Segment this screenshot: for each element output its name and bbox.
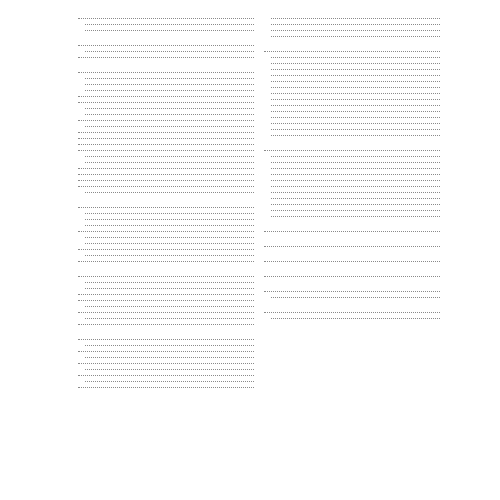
dot-leader [271, 53, 440, 58]
dot-leader [78, 290, 254, 295]
dot-leader [271, 200, 440, 205]
dot-leader [78, 272, 254, 277]
dot-leader [78, 371, 254, 376]
dot-leader [271, 14, 440, 19]
dot-leader [78, 176, 254, 181]
dot-leader [85, 353, 254, 358]
dot-leader [85, 122, 254, 127]
dot-leader [78, 41, 254, 46]
dot-leader [78, 347, 254, 352]
dot-leader [78, 320, 254, 325]
dot-leader [271, 212, 440, 217]
dot-leader [85, 365, 254, 370]
dot-leader [78, 296, 254, 301]
dot-leader [271, 182, 440, 187]
toc-entry [76, 188, 262, 194]
dot-leader [85, 152, 254, 157]
dot-leader [85, 302, 254, 307]
toc-left-column [76, 14, 262, 389]
dot-leader [85, 251, 254, 256]
dot-leader [85, 239, 254, 244]
toc-entry [262, 272, 448, 278]
dot-leader [271, 113, 440, 118]
dot-leader [85, 314, 254, 319]
toc-entry [262, 131, 448, 137]
dot-leader [271, 152, 440, 157]
toc-entry [76, 383, 262, 389]
dot-leader [85, 47, 254, 52]
toc-right-column [262, 14, 448, 320]
dot-leader [85, 377, 254, 382]
dot-leader [78, 227, 254, 232]
dot-leader [271, 176, 440, 181]
dot-leader [78, 98, 254, 103]
dot-leader [85, 26, 254, 31]
dot-leader [78, 245, 254, 250]
toc-entry [76, 257, 262, 263]
dot-leader [271, 119, 440, 124]
dot-leader [78, 308, 254, 313]
dot-leader [78, 359, 254, 364]
dot-leader [85, 74, 254, 79]
toc-entry [262, 32, 448, 38]
dot-leader [271, 293, 440, 298]
dot-leader [271, 101, 440, 106]
dot-leader [85, 104, 254, 109]
dot-leader [264, 257, 440, 262]
toc-entry [262, 257, 448, 263]
dot-leader [78, 134, 254, 139]
dot-leader [271, 59, 440, 64]
dot-leader [85, 188, 254, 193]
dot-leader [85, 209, 254, 214]
dot-leader [271, 194, 440, 199]
dot-leader [271, 26, 440, 31]
dot-leader [85, 158, 254, 163]
dot-leader [85, 221, 254, 226]
dot-leader [78, 68, 254, 73]
dot-leader [264, 242, 440, 247]
dot-leader [271, 89, 440, 94]
dot-leader [78, 140, 254, 145]
dot-leader [271, 32, 440, 37]
dot-leader [271, 131, 440, 136]
dot-leader [78, 92, 254, 97]
toc-entry [262, 314, 448, 320]
dot-leader [271, 164, 440, 169]
dot-leader [264, 308, 440, 313]
toc-entry [262, 212, 448, 218]
dot-leader [85, 86, 254, 91]
dot-leader [78, 116, 254, 121]
dot-leader [271, 77, 440, 82]
dot-leader [271, 170, 440, 175]
dot-leader [85, 233, 254, 238]
toc-entry [262, 242, 448, 248]
dot-leader [271, 107, 440, 112]
dot-leader [78, 170, 254, 175]
dot-leader [271, 95, 440, 100]
dot-leader [271, 314, 440, 319]
dot-leader [78, 182, 254, 187]
dot-leader [271, 65, 440, 70]
dot-leader [78, 203, 254, 208]
dot-leader [85, 341, 254, 346]
dot-leader [264, 272, 440, 277]
dot-leader [271, 20, 440, 25]
toc-entry [76, 53, 262, 59]
dot-leader [78, 128, 254, 133]
dot-leader [264, 227, 440, 232]
dot-leader [264, 146, 440, 151]
dot-leader [271, 125, 440, 130]
toc-entry [262, 227, 448, 233]
dot-leader [264, 287, 440, 292]
dot-leader [85, 215, 254, 220]
dot-leader [78, 335, 254, 340]
toc-entry [76, 26, 262, 32]
dot-leader [78, 257, 254, 262]
dot-leader [271, 188, 440, 193]
toc-entry [262, 293, 448, 299]
toc-entry [76, 320, 262, 326]
dot-leader [264, 47, 440, 52]
dot-leader [271, 158, 440, 163]
dot-leader [85, 20, 254, 25]
dot-leader [85, 284, 254, 289]
dot-leader [78, 53, 254, 58]
dot-leader [271, 206, 440, 211]
dot-leader [78, 146, 254, 151]
dot-leader [85, 80, 254, 85]
dot-leader [271, 83, 440, 88]
dot-leader [85, 278, 254, 283]
dot-leader [78, 14, 254, 19]
dot-leader [271, 71, 440, 76]
dot-leader [85, 110, 254, 115]
dot-leader [78, 164, 254, 169]
dot-leader [78, 383, 254, 388]
